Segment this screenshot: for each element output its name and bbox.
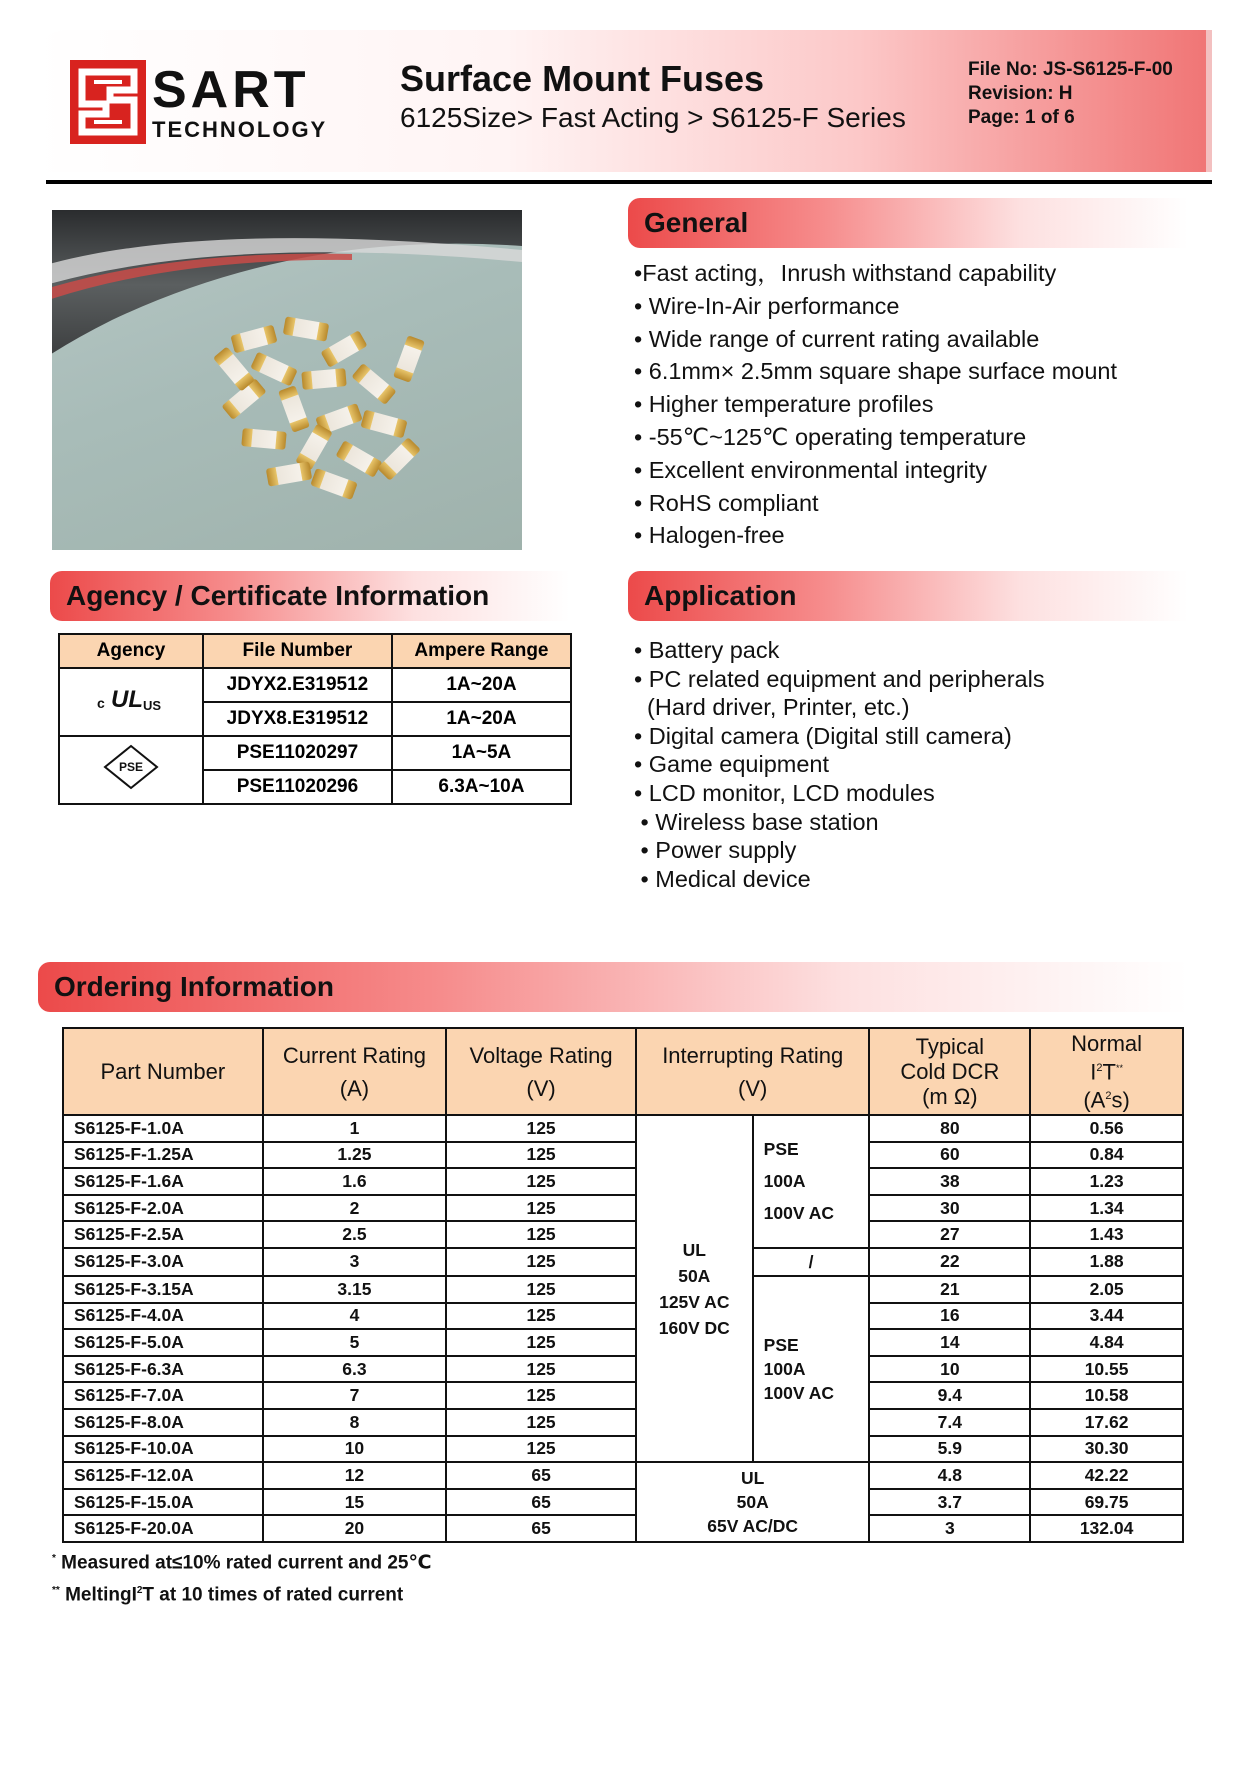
list-item: • Wire-In-Air performance [634, 292, 900, 319]
current-rating: 5 [263, 1329, 447, 1356]
application-heading: Application [628, 571, 1188, 621]
i2t-value: 1.43 [1030, 1221, 1183, 1248]
voltage-rating: 125 [446, 1195, 636, 1222]
cold-dcr: 10 [869, 1356, 1030, 1383]
voltage-rating: 125 [446, 1303, 636, 1330]
file-number: File No: JS-S6125-F-00 [968, 59, 1173, 80]
interrupting-ul-65v: UL 50A 65V AC/DC [636, 1462, 870, 1542]
col-header-part-number: Part Number [63, 1028, 263, 1115]
current-rating: 10 [263, 1436, 447, 1463]
cold-dcr: 9.4 [869, 1382, 1030, 1409]
table-row [63, 1303, 1183, 1330]
list-item: • PC related equipment and peripherals [634, 665, 1045, 692]
general-heading: General [628, 198, 1188, 248]
cold-dcr: 22 [869, 1248, 1030, 1276]
agency-file-number: PSE11020296 [203, 770, 392, 804]
col-header-voltage: Voltage Rating (V) [446, 1028, 636, 1115]
list-item: • Medical device [634, 865, 811, 892]
list-item: • Game equipment [634, 751, 830, 778]
ordering-heading: Ordering Information [38, 962, 1188, 1012]
cold-dcr: 16 [869, 1303, 1030, 1330]
i2t-value: 10.58 [1030, 1382, 1183, 1409]
list-item: • Halogen-free [634, 522, 785, 549]
header-divider [46, 180, 1212, 184]
part-number: S6125-F-6.3A [63, 1356, 263, 1383]
ul-c-mark: c [97, 695, 105, 711]
current-rating: 12 [263, 1462, 447, 1489]
application-list [634, 636, 1045, 893]
part-number: S6125-F-20.0A [63, 1515, 263, 1542]
part-number: S6125-F-4.0A [63, 1303, 263, 1330]
part-number: S6125-F-15.0A [63, 1489, 263, 1516]
col-header-interrupting: Interrupting Rating (V) [636, 1028, 870, 1115]
list-item: • -55℃~125℃ operating temperature [634, 423, 1027, 450]
current-rating: 4 [263, 1303, 447, 1330]
table-row [63, 1489, 1183, 1516]
current-rating: 2 [263, 1195, 447, 1222]
current-rating: 1 [263, 1115, 447, 1142]
list-item: • RoHS compliant [634, 489, 819, 516]
list-item: • Excellent environmental integrity [634, 456, 988, 483]
current-rating: 6.3 [263, 1356, 447, 1383]
cold-dcr: 21 [869, 1276, 1030, 1303]
ordering-table [62, 1027, 1184, 1543]
cold-dcr: 3 [869, 1515, 1030, 1542]
agency-table [58, 633, 572, 805]
voltage-rating: 125 [446, 1382, 636, 1409]
col-header-i2t: Normal $I^2T^{**}$ $(A^2s)$ [1030, 1028, 1183, 1115]
voltage-rating: 65 [446, 1489, 636, 1516]
footnote-1: * Measured at≤10% rated current and 25℃ [52, 1552, 432, 1574]
page-subtitle: 6125Size> Fast Acting > S6125-F Series [400, 102, 906, 133]
cold-dcr: 3.7 [869, 1489, 1030, 1516]
i2t-value: 1.88 [1030, 1248, 1183, 1276]
voltage-rating: 125 [446, 1329, 636, 1356]
voltage-rating: 125 [446, 1168, 636, 1195]
i2t-value: 2.05 [1030, 1276, 1183, 1303]
ul-logo [59, 668, 203, 736]
i2t-value: 69.75 [1030, 1489, 1183, 1516]
voltage-rating: 65 [446, 1515, 636, 1542]
part-number: S6125-F-1.25A [63, 1142, 263, 1169]
table-row [63, 1515, 1183, 1542]
part-number: S6125-F-10.0A [63, 1436, 263, 1463]
table-row [63, 1115, 1183, 1142]
table-row [63, 1436, 1183, 1463]
cold-dcr: 5.9 [869, 1436, 1030, 1463]
ul-logo-icon [91, 682, 171, 716]
current-rating: 1.25 [263, 1142, 447, 1169]
current-rating: 20 [263, 1515, 447, 1542]
cold-dcr: 80 [869, 1115, 1030, 1142]
cold-dcr: 14 [869, 1329, 1030, 1356]
list-item: • LCD monitor, LCD modules [634, 779, 935, 806]
agency-file-number: PSE11020297 [203, 736, 392, 770]
table-row [63, 1248, 1183, 1276]
i2t-value: 10.55 [1030, 1356, 1183, 1383]
i2t-value: 1.23 [1030, 1168, 1183, 1195]
table-row [63, 1168, 1183, 1195]
pse-mark: PSE [118, 760, 144, 774]
current-rating: 2.5 [263, 1221, 447, 1248]
agency-file-number: JDYX8.E319512 [203, 702, 392, 736]
cold-dcr: 38 [869, 1168, 1030, 1195]
col-header-current: Current Rating (A) [263, 1028, 447, 1115]
cold-dcr: 27 [869, 1221, 1030, 1248]
interrupting-ul-125v: UL 50A 125V AC 160V DC [636, 1115, 753, 1462]
product-photo-illustration [52, 210, 522, 550]
i2t-value: 0.84 [1030, 1142, 1183, 1169]
list-item: • Battery pack [634, 637, 780, 663]
part-number: S6125-F-3.15A [63, 1276, 263, 1303]
agency-col-header: File Number [203, 634, 392, 668]
table-row [63, 1276, 1183, 1303]
list-item: (Hard driver, Printer, etc.) [634, 694, 910, 721]
cold-dcr: 4.8 [869, 1462, 1030, 1489]
part-number: S6125-F-3.0A [63, 1248, 263, 1276]
voltage-rating: 125 [446, 1409, 636, 1436]
footnotes [52, 1545, 431, 1610]
voltage-rating: 125 [446, 1276, 636, 1303]
agency-heading: Agency / Certificate Information [50, 571, 570, 621]
fuse-pile [213, 316, 425, 500]
list-item: • Digital camera (Digital still camera) [634, 722, 1012, 749]
i2t-value: 3.44 [1030, 1303, 1183, 1330]
cold-dcr: 30 [869, 1195, 1030, 1222]
voltage-rating: 125 [446, 1436, 636, 1463]
table-row [63, 1382, 1183, 1409]
part-number: S6125-F-2.0A [63, 1195, 263, 1222]
page-title: Surface Mount Fuses [400, 58, 765, 99]
list-item: • Power supply [634, 837, 797, 864]
agency-col-header: Agency [59, 634, 203, 668]
table-row [63, 1221, 1183, 1248]
part-number: S6125-F-2.5A [63, 1221, 263, 1248]
voltage-rating: 125 [446, 1221, 636, 1248]
logo-sub: TECHNOLOGY [152, 117, 328, 142]
part-number: S6125-F-12.0A [63, 1462, 263, 1489]
list-item: • Higher temperature profiles [634, 391, 934, 418]
revision: Revision: H [968, 83, 1073, 104]
i2t-value: 4.84 [1030, 1329, 1183, 1356]
table-row [63, 1195, 1183, 1222]
file-info [968, 58, 1173, 130]
sart-logo [70, 60, 350, 144]
table-row [63, 1329, 1183, 1356]
part-number: S6125-F-5.0A [63, 1329, 263, 1356]
logo-name: SART [152, 61, 310, 119]
list-item: • Wireless base station [634, 808, 879, 835]
table-row [63, 1356, 1183, 1383]
col-header-dcr: Typical Cold DCR (m Ω) [869, 1028, 1030, 1115]
product-photo [52, 210, 522, 550]
agency-ampere-range: 1A~20A [392, 702, 571, 736]
voltage-rating: 125 [446, 1142, 636, 1169]
list-item: • Wide range of current rating available [634, 325, 1040, 352]
page-number: Page: 1 of 6 [968, 107, 1075, 128]
part-number: S6125-F-1.6A [63, 1168, 263, 1195]
list-item: • 6.1mm× 2.5mm square shape surface mount [634, 358, 1118, 385]
voltage-rating: 125 [446, 1356, 636, 1383]
part-number: S6125-F-8.0A [63, 1409, 263, 1436]
current-rating: 8 [263, 1409, 447, 1436]
i2t-value: 132.04 [1030, 1515, 1183, 1542]
cold-dcr: 60 [869, 1142, 1030, 1169]
i2t-value: 42.22 [1030, 1462, 1183, 1489]
agency-ampere-range: 6.3A~10A [392, 770, 571, 804]
current-rating: 3 [263, 1248, 447, 1276]
current-rating: 7 [263, 1382, 447, 1409]
sart-logo-mark [70, 60, 146, 144]
voltage-rating: 125 [446, 1115, 636, 1142]
agency-file-number: JDYX2.E319512 [203, 668, 392, 702]
i2t-value: 30.30 [1030, 1436, 1183, 1463]
current-rating: 3.15 [263, 1276, 447, 1303]
i2t-value: 0.56 [1030, 1115, 1183, 1142]
agency-ampere-range: 1A~5A [392, 736, 571, 770]
voltage-rating: 65 [446, 1462, 636, 1489]
current-rating: 1.6 [263, 1168, 447, 1195]
pse-diamond-icon [101, 743, 161, 791]
table-row [63, 1142, 1183, 1169]
i2t-value: 17.62 [1030, 1409, 1183, 1436]
interrupting-pse-2: PSE 100A 100V AC [753, 1276, 870, 1462]
general-list [634, 257, 1117, 552]
footnote-2: ** MeltingI$^2$T at 10 times of rated current [52, 1584, 404, 1606]
part-number: S6125-F-7.0A [63, 1382, 263, 1409]
table-row [63, 1409, 1183, 1436]
i2t-value: 1.34 [1030, 1195, 1183, 1222]
table-row [63, 1462, 1183, 1489]
ul-us-mark: US [143, 698, 162, 713]
agency-col-header: Ampere Range [392, 634, 571, 668]
ul-mark: UL [111, 686, 143, 713]
part-number: S6125-F-1.0A [63, 1115, 263, 1142]
cold-dcr: 7.4 [869, 1409, 1030, 1436]
interrupting-pse-1: PSE 100A 100V AC [753, 1115, 870, 1248]
list-item: •Fast acting，Inrush withstand capability [634, 260, 1057, 286]
current-rating: 15 [263, 1489, 447, 1516]
agency-ampere-range: 1A~20A [392, 668, 571, 702]
interrupting-slash: / [753, 1248, 870, 1276]
voltage-rating: 125 [446, 1248, 636, 1276]
pse-logo [59, 736, 203, 804]
